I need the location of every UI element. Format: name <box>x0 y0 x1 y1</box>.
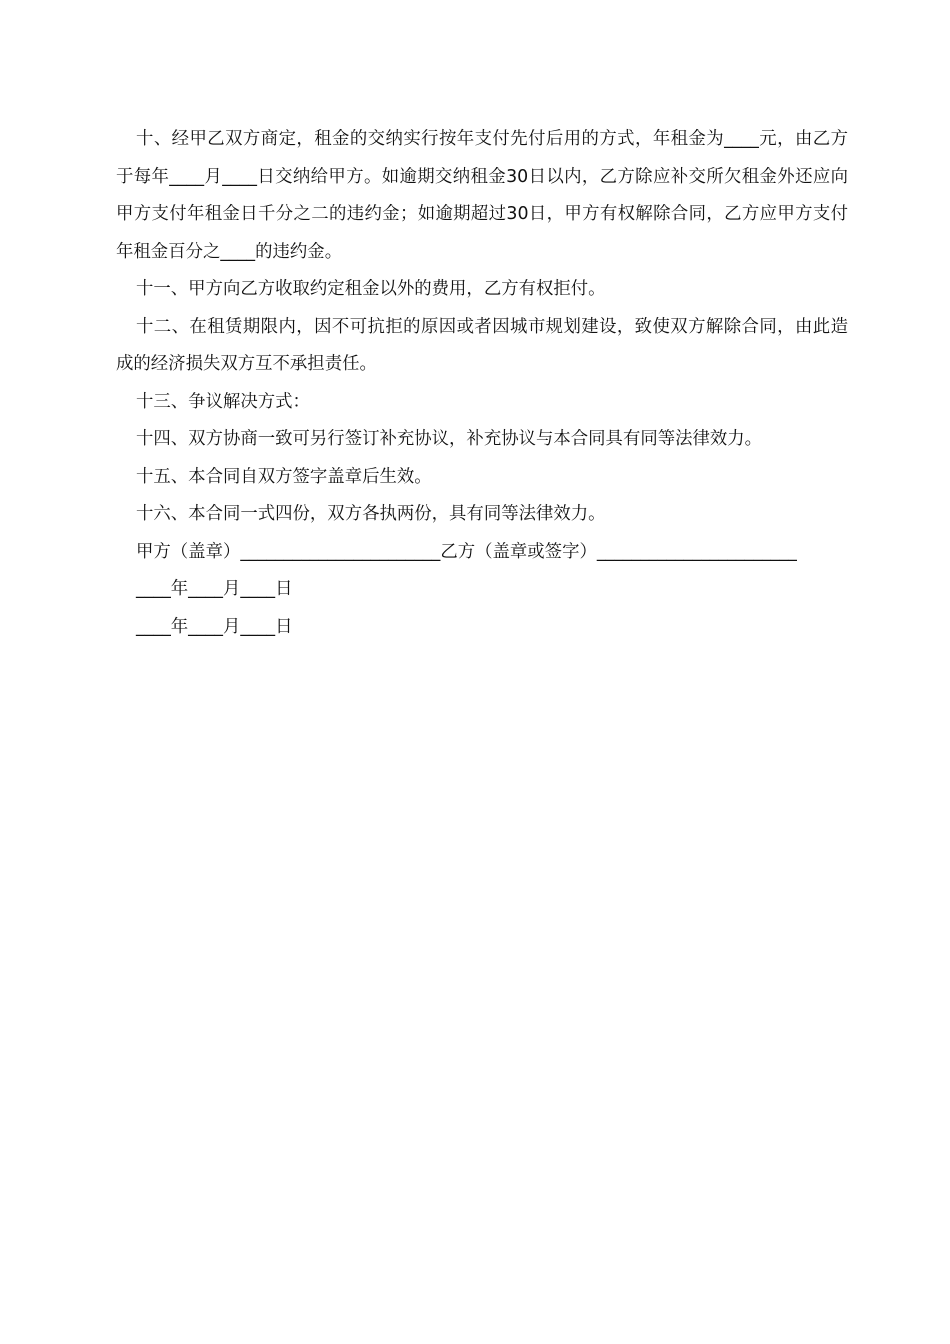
clause-14: 十四、双方协商一致可另行签订补充协议，补充协议与本合同具有同等法律效力。 <box>136 429 763 449</box>
clause-13: 十三、争议解决方式： <box>136 391 310 412</box>
clause-11: 十一、甲方向乙方收取约定租金以外的费用，乙方有权拒付。 <box>136 279 606 299</box>
clause-12: 十二、在租赁期限内，因不可抗拒的原因或者因城市规划建设，致使双方解除合同，由此造成的经济损失双方互不承担责任。 <box>116 316 848 374</box>
clause-10: 十、经甲乙双方商定，租金的交纳实行按年支付先付后用的方式，年租金为____元，由乙方于每年____月____日交纳给甲方。如逾期交纳租金30日以内，乙方除应补交所欠租金外还应向甲方支付年租金日千分之二的违约金；如逾期超过30日，甲方有权解除合同，乙方应甲方支付年租金百分之____的违约金。 <box>116 129 848 262</box>
clause-16: 十六、本合同一式四份，双方各执两份，具有同等法律效力。 <box>136 504 606 524</box>
contract-body <box>116 121 848 646</box>
signature-line: 甲方（盖章）_______________________乙方（盖章或签字）_______________________ <box>136 541 797 562</box>
clause-15: 十五、本合同自双方签字盖章后生效。 <box>136 466 432 487</box>
date-line-party-b: ____年____月____日 <box>136 616 293 637</box>
date-line-party-a: ____年____月____日 <box>136 579 293 599</box>
